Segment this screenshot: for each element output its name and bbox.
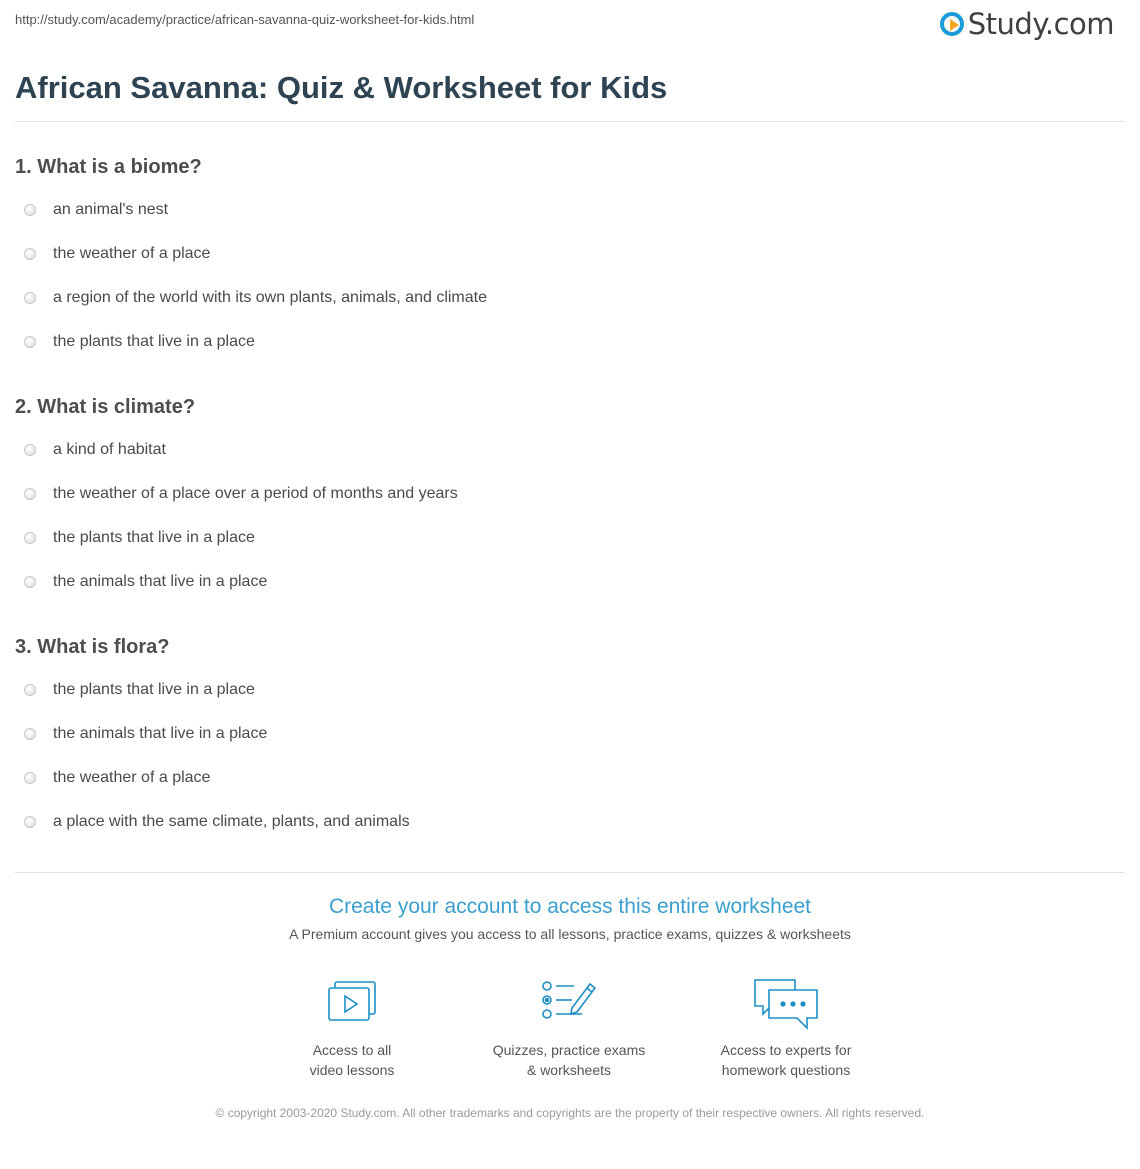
answer-option[interactable] bbox=[15, 516, 1115, 560]
answer-text: the plants that live in a place bbox=[53, 529, 255, 546]
answer-option[interactable] bbox=[15, 712, 1115, 756]
radio-button[interactable] bbox=[24, 248, 36, 260]
question-title: 1. What is a biome? bbox=[15, 156, 202, 178]
feature-label-line: homework questions bbox=[721, 1062, 851, 1078]
answer-option[interactable] bbox=[15, 756, 1115, 800]
question-1 bbox=[15, 156, 1115, 364]
answer-option[interactable] bbox=[15, 320, 1115, 364]
top-bar bbox=[0, 0, 1140, 50]
feature-video-lessons bbox=[252, 976, 452, 1080]
answer-option[interactable] bbox=[15, 560, 1115, 604]
answer-option[interactable] bbox=[15, 800, 1115, 844]
answer-text: an animal's nest bbox=[53, 201, 169, 218]
cta-divider bbox=[15, 872, 1125, 873]
play-logo-icon bbox=[940, 12, 964, 36]
answer-text: a place with the same climate, plants, and animals bbox=[53, 813, 410, 830]
answer-text: the animals that live in a place bbox=[53, 725, 268, 742]
radio-button[interactable] bbox=[24, 816, 36, 828]
radio-button[interactable] bbox=[24, 532, 36, 544]
study-logo[interactable] bbox=[940, 7, 1114, 41]
answer-option[interactable] bbox=[15, 668, 1115, 712]
question-title: 3. What is flora? bbox=[15, 636, 170, 658]
feature-label-line: Access to experts for bbox=[720, 1042, 852, 1058]
answer-text: the weather of a place bbox=[53, 769, 211, 786]
create-account-link[interactable]: Create your account to access this entire worksheet bbox=[328, 895, 812, 918]
answer-option[interactable] bbox=[15, 276, 1115, 320]
answer-text: a region of the world with its own plants, animals, and climate bbox=[53, 289, 487, 306]
title-divider bbox=[15, 121, 1125, 122]
copyright-footer: © copyright 2003-2020 Study.com. All other trademarks and copyrights are the property of their respective owners. All rights reserved. bbox=[215, 1106, 925, 1120]
answer-text: the plants that live in a place bbox=[53, 333, 255, 350]
page-title: African Savanna: Quiz & Worksheet for Kids bbox=[15, 70, 668, 105]
answer-option[interactable] bbox=[15, 428, 1115, 472]
feature-label-line: video lessons bbox=[309, 1062, 395, 1078]
radio-button[interactable] bbox=[24, 488, 36, 500]
answer-text: the weather of a place bbox=[53, 245, 211, 262]
cta-subtitle: A Premium account gives you access to all lessons, practice exams, quizzes & worksheets bbox=[289, 926, 851, 942]
answer-text: the animals that live in a place bbox=[53, 573, 268, 590]
answer-text: the weather of a place over a period of months and years bbox=[53, 485, 458, 502]
radio-button[interactable] bbox=[24, 772, 36, 784]
radio-button[interactable] bbox=[24, 292, 36, 304]
answer-text: a kind of habitat bbox=[53, 441, 166, 458]
radio-button[interactable] bbox=[24, 444, 36, 456]
answer-option[interactable] bbox=[15, 472, 1115, 516]
radio-button[interactable] bbox=[24, 728, 36, 740]
radio-button[interactable] bbox=[24, 204, 36, 216]
quiz-checklist-icon bbox=[534, 976, 604, 1032]
radio-button[interactable] bbox=[24, 684, 36, 696]
feature-quizzes bbox=[469, 976, 669, 1080]
radio-button[interactable] bbox=[24, 576, 36, 588]
feature-experts bbox=[686, 976, 886, 1080]
answer-option[interactable] bbox=[15, 232, 1115, 276]
answer-text: the plants that live in a place bbox=[53, 681, 255, 698]
answer-option[interactable] bbox=[15, 188, 1115, 232]
question-3 bbox=[15, 636, 1115, 844]
feature-label-line: Quizzes, practice exams bbox=[492, 1042, 646, 1058]
chat-bubbles-icon bbox=[751, 976, 821, 1032]
radio-button[interactable] bbox=[24, 336, 36, 348]
page-url: http://study.com/academy/practice/african-savanna-quiz-worksheet-for-kids.html bbox=[15, 12, 475, 27]
question-2 bbox=[15, 396, 1115, 604]
feature-label-line: Access to all bbox=[312, 1042, 392, 1058]
feature-label-line: & worksheets bbox=[526, 1062, 612, 1078]
question-title: 2. What is climate? bbox=[15, 396, 196, 418]
logo-text: Study.com bbox=[967, 7, 1114, 41]
video-lessons-icon bbox=[317, 976, 387, 1032]
